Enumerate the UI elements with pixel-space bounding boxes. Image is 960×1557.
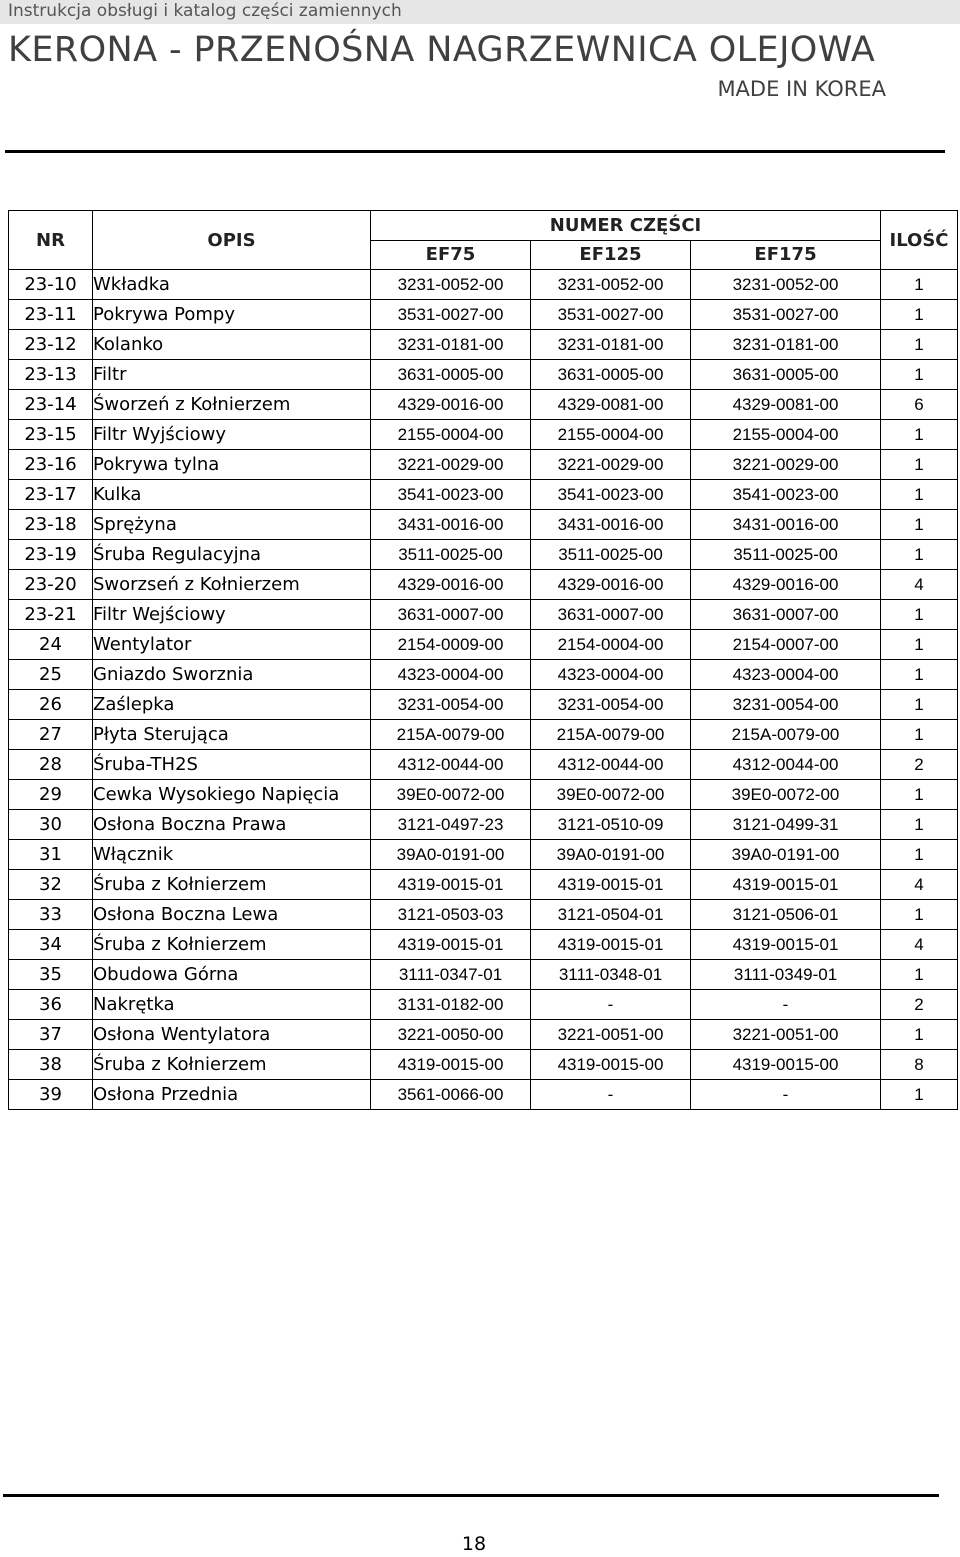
- cell-opis: Osłona Przednia: [93, 1080, 371, 1110]
- cell-qty: 1: [881, 720, 958, 750]
- cell-part-ef175: 4329-0081-00: [691, 390, 881, 420]
- cell-opis: Kolanko: [93, 330, 371, 360]
- cell-nr: 23-18: [9, 510, 93, 540]
- cell-part-ef125: 39E0-0072-00: [531, 780, 691, 810]
- cell-opis: Śworzeń z Kołnierzem: [93, 390, 371, 420]
- cell-part-ef75: 3121-0503-03: [371, 900, 531, 930]
- cell-qty: 1: [881, 360, 958, 390]
- cell-qty: 1: [881, 900, 958, 930]
- parts-table: [8, 210, 958, 1110]
- cell-part-ef175: 3111-0349-01: [691, 960, 881, 990]
- header-qty: ILOŚĆ: [881, 211, 958, 270]
- cell-part-ef75: 2155-0004-00: [371, 420, 531, 450]
- cell-opis: Śruba Regulacyjna: [93, 540, 371, 570]
- cell-nr: 23-21: [9, 600, 93, 630]
- cell-part-ef125: 39A0-0191-00: [531, 840, 691, 870]
- cell-part-ef175: 39A0-0191-00: [691, 840, 881, 870]
- table-row: [9, 870, 958, 900]
- table-row: [9, 450, 958, 480]
- table-row: [9, 750, 958, 780]
- cell-nr: 27: [9, 720, 93, 750]
- cell-part-ef75: 39E0-0072-00: [371, 780, 531, 810]
- header-part-number-group: NUMER CZĘŚCI: [371, 211, 881, 241]
- cell-part-ef175: 4329-0016-00: [691, 570, 881, 600]
- cell-part-ef175: 4319-0015-00: [691, 1050, 881, 1080]
- cell-nr: 30: [9, 810, 93, 840]
- cell-part-ef125: 4319-0015-00: [531, 1050, 691, 1080]
- cell-qty: 1: [881, 270, 958, 300]
- cell-part-ef175: 39E0-0072-00: [691, 780, 881, 810]
- cell-part-ef125: 3221-0051-00: [531, 1020, 691, 1050]
- cell-opis: Obudowa Górna: [93, 960, 371, 990]
- table-row: [9, 510, 958, 540]
- table-row: [9, 930, 958, 960]
- table-row: [9, 1080, 958, 1110]
- cell-qty: 1: [881, 510, 958, 540]
- cell-part-ef125: 3631-0005-00: [531, 360, 691, 390]
- table-row: [9, 960, 958, 990]
- cell-part-ef175: 3231-0181-00: [691, 330, 881, 360]
- cell-qty: 1: [881, 810, 958, 840]
- cell-part-ef125: 3231-0054-00: [531, 690, 691, 720]
- cell-part-ef75: 4319-0015-01: [371, 930, 531, 960]
- cell-qty: 1: [881, 540, 958, 570]
- cell-part-ef125: 2154-0004-00: [531, 630, 691, 660]
- table-row: [9, 630, 958, 660]
- cell-part-ef75: 3231-0052-00: [371, 270, 531, 300]
- cell-part-ef75: 3631-0005-00: [371, 360, 531, 390]
- origin-label: MADE IN KOREA: [717, 77, 886, 101]
- table-row: [9, 360, 958, 390]
- table-row: [9, 390, 958, 420]
- cell-part-ef75: 3561-0066-00: [371, 1080, 531, 1110]
- table-row: [9, 600, 958, 630]
- table-row: [9, 420, 958, 450]
- cell-qty: 1: [881, 420, 958, 450]
- cell-part-ef75: 3131-0182-00: [371, 990, 531, 1020]
- cell-opis: Osłona Wentylatora: [93, 1020, 371, 1050]
- cell-part-ef175: 3541-0023-00: [691, 480, 881, 510]
- cell-nr: 24: [9, 630, 93, 660]
- table-row: [9, 690, 958, 720]
- cell-nr: 29: [9, 780, 93, 810]
- cell-part-ef175: 3631-0007-00: [691, 600, 881, 630]
- cell-part-ef75: 3631-0007-00: [371, 600, 531, 630]
- cell-qty: 1: [881, 480, 958, 510]
- cell-part-ef75: 3531-0027-00: [371, 300, 531, 330]
- cell-part-ef125: 3121-0510-09: [531, 810, 691, 840]
- cell-part-ef75: 3231-0181-00: [371, 330, 531, 360]
- header-model-ef175: EF175: [691, 240, 881, 270]
- cell-opis: Włącznik: [93, 840, 371, 870]
- cell-part-ef75: 3121-0497-23: [371, 810, 531, 840]
- cell-part-ef175: 3511-0025-00: [691, 540, 881, 570]
- header-model-ef75: EF75: [371, 240, 531, 270]
- cell-part-ef175: 3231-0054-00: [691, 690, 881, 720]
- header-divider: [5, 150, 945, 153]
- cell-opis: Pokrywa Pompy: [93, 300, 371, 330]
- cell-opis: Sworzseń z Kołnierzem: [93, 570, 371, 600]
- cell-part-ef75: 215A-0079-00: [371, 720, 531, 750]
- cell-qty: 1: [881, 600, 958, 630]
- product-title: KERONA - PRZENOŚNA NAGRZEWNICA OLEJOWA: [8, 30, 876, 70]
- table-row: [9, 660, 958, 690]
- cell-qty: 1: [881, 330, 958, 360]
- cell-part-ef125: 3531-0027-00: [531, 300, 691, 330]
- table-row: [9, 990, 958, 1020]
- cell-qty: 4: [881, 930, 958, 960]
- page-number: 18: [461, 1533, 487, 1555]
- cell-opis: Płyta Sterująca: [93, 720, 371, 750]
- cell-nr: 23-12: [9, 330, 93, 360]
- table-row: [9, 900, 958, 930]
- cell-part-ef75: 3231-0054-00: [371, 690, 531, 720]
- cell-qty: 2: [881, 750, 958, 780]
- cell-opis: Filtr Wyjściowy: [93, 420, 371, 450]
- cell-opis: Śruba-TH2S: [93, 750, 371, 780]
- cell-part-ef175: 215A-0079-00: [691, 720, 881, 750]
- cell-part-ef75: 3221-0050-00: [371, 1020, 531, 1050]
- cell-opis: Gniazdo Sworznia: [93, 660, 371, 690]
- cell-part-ef125: 215A-0079-00: [531, 720, 691, 750]
- cell-opis: Wentylator: [93, 630, 371, 660]
- cell-qty: 1: [881, 630, 958, 660]
- cell-part-ef125: 3221-0029-00: [531, 450, 691, 480]
- table-row: [9, 300, 958, 330]
- cell-part-ef75: 3541-0023-00: [371, 480, 531, 510]
- cell-nr: 23-11: [9, 300, 93, 330]
- cell-part-ef125: -: [531, 1080, 691, 1110]
- cell-part-ef175: 4312-0044-00: [691, 750, 881, 780]
- footer-divider: [3, 1494, 939, 1497]
- cell-part-ef175: 4323-0004-00: [691, 660, 881, 690]
- cell-opis: Śruba z Kołnierzem: [93, 930, 371, 960]
- cell-opis: Nakrętka: [93, 990, 371, 1020]
- cell-part-ef175: 2155-0004-00: [691, 420, 881, 450]
- cell-part-ef175: 3221-0051-00: [691, 1020, 881, 1050]
- cell-opis: Filtr: [93, 360, 371, 390]
- cell-nr: 23-13: [9, 360, 93, 390]
- cell-opis: Osłona Boczna Lewa: [93, 900, 371, 930]
- cell-qty: 8: [881, 1050, 958, 1080]
- cell-opis: Filtr Wejściowy: [93, 600, 371, 630]
- table-row: [9, 1020, 958, 1050]
- cell-nr: 35: [9, 960, 93, 990]
- cell-qty: 1: [881, 960, 958, 990]
- cell-part-ef125: 3111-0348-01: [531, 960, 691, 990]
- cell-part-ef125: 4319-0015-01: [531, 870, 691, 900]
- cell-part-ef125: 3511-0025-00: [531, 540, 691, 570]
- cell-part-ef175: 3431-0016-00: [691, 510, 881, 540]
- cell-nr: 37: [9, 1020, 93, 1050]
- cell-part-ef175: -: [691, 990, 881, 1020]
- cell-opis: Osłona Boczna Prawa: [93, 810, 371, 840]
- header-nr: NR: [9, 211, 93, 270]
- cell-part-ef75: 3511-0025-00: [371, 540, 531, 570]
- cell-part-ef175: 4319-0015-01: [691, 930, 881, 960]
- cell-qty: 1: [881, 840, 958, 870]
- cell-qty: 4: [881, 870, 958, 900]
- cell-nr: 39: [9, 1080, 93, 1110]
- cell-part-ef125: 4323-0004-00: [531, 660, 691, 690]
- cell-part-ef75: 4323-0004-00: [371, 660, 531, 690]
- cell-nr: 23-16: [9, 450, 93, 480]
- cell-part-ef175: 3121-0499-31: [691, 810, 881, 840]
- cell-opis: Śruba z Kołnierzem: [93, 1050, 371, 1080]
- cell-part-ef75: 3111-0347-01: [371, 960, 531, 990]
- cell-nr: 38: [9, 1050, 93, 1080]
- cell-nr: 32: [9, 870, 93, 900]
- cell-opis: Zaślepka: [93, 690, 371, 720]
- cell-nr: 23-14: [9, 390, 93, 420]
- cell-nr: 23-10: [9, 270, 93, 300]
- cell-qty: 1: [881, 450, 958, 480]
- cell-part-ef125: 4329-0016-00: [531, 570, 691, 600]
- parts-table-body: [9, 270, 958, 1110]
- cell-part-ef75: 4319-0015-01: [371, 870, 531, 900]
- cell-part-ef75: 4319-0015-00: [371, 1050, 531, 1080]
- cell-nr: 33: [9, 900, 93, 930]
- cell-nr: 26: [9, 690, 93, 720]
- cell-nr: 23-20: [9, 570, 93, 600]
- cell-qty: 1: [881, 660, 958, 690]
- manual-title: Instrukcja obsługi i katalog części zamiennych: [8, 1, 402, 21]
- cell-part-ef175: 2154-0007-00: [691, 630, 881, 660]
- cell-part-ef75: 4329-0016-00: [371, 570, 531, 600]
- table-row: [9, 780, 958, 810]
- table-row: [9, 540, 958, 570]
- cell-nr: 34: [9, 930, 93, 960]
- cell-nr: 23-19: [9, 540, 93, 570]
- cell-qty: 4: [881, 570, 958, 600]
- cell-opis: Kulka: [93, 480, 371, 510]
- cell-part-ef125: 3541-0023-00: [531, 480, 691, 510]
- cell-part-ef175: 4319-0015-01: [691, 870, 881, 900]
- cell-part-ef75: 4329-0016-00: [371, 390, 531, 420]
- cell-part-ef125: 4319-0015-01: [531, 930, 691, 960]
- cell-qty: 2: [881, 990, 958, 1020]
- cell-part-ef125: 2155-0004-00: [531, 420, 691, 450]
- cell-part-ef75: 4312-0044-00: [371, 750, 531, 780]
- cell-nr: 25: [9, 660, 93, 690]
- cell-part-ef175: 3231-0052-00: [691, 270, 881, 300]
- cell-opis: Sprężyna: [93, 510, 371, 540]
- cell-part-ef125: 4312-0044-00: [531, 750, 691, 780]
- cell-nr: 23-15: [9, 420, 93, 450]
- cell-part-ef175: -: [691, 1080, 881, 1110]
- cell-nr: 28: [9, 750, 93, 780]
- cell-part-ef175: 3121-0506-01: [691, 900, 881, 930]
- cell-part-ef125: -: [531, 990, 691, 1020]
- cell-qty: 1: [881, 1020, 958, 1050]
- table-row: [9, 840, 958, 870]
- cell-qty: 1: [881, 780, 958, 810]
- cell-nr: 31: [9, 840, 93, 870]
- table-row: [9, 480, 958, 510]
- cell-qty: 1: [881, 690, 958, 720]
- header-opis: OPIS: [93, 211, 371, 270]
- table-row: [9, 810, 958, 840]
- cell-part-ef125: 3631-0007-00: [531, 600, 691, 630]
- table-row: [9, 1050, 958, 1080]
- cell-opis: Wkładka: [93, 270, 371, 300]
- table-row: [9, 570, 958, 600]
- cell-qty: 6: [881, 390, 958, 420]
- cell-part-ef125: 3431-0016-00: [531, 510, 691, 540]
- cell-part-ef175: 3531-0027-00: [691, 300, 881, 330]
- cell-nr: 23-17: [9, 480, 93, 510]
- table-row: [9, 330, 958, 360]
- cell-part-ef125: 4329-0081-00: [531, 390, 691, 420]
- cell-qty: 1: [881, 300, 958, 330]
- cell-part-ef75: 3431-0016-00: [371, 510, 531, 540]
- cell-part-ef125: 3231-0181-00: [531, 330, 691, 360]
- header-model-ef125: EF125: [531, 240, 691, 270]
- cell-part-ef75: 2154-0009-00: [371, 630, 531, 660]
- cell-part-ef175: 3631-0005-00: [691, 360, 881, 390]
- table-row: [9, 270, 958, 300]
- cell-part-ef75: 39A0-0191-00: [371, 840, 531, 870]
- cell-part-ef125: 3231-0052-00: [531, 270, 691, 300]
- cell-part-ef75: 3221-0029-00: [371, 450, 531, 480]
- cell-qty: 1: [881, 1080, 958, 1110]
- cell-opis: Cewka Wysokiego Napięcia: [93, 780, 371, 810]
- table-row: [9, 720, 958, 750]
- cell-opis: Śruba z Kołnierzem: [93, 870, 371, 900]
- cell-part-ef125: 3121-0504-01: [531, 900, 691, 930]
- cell-nr: 36: [9, 990, 93, 1020]
- cell-part-ef175: 3221-0029-00: [691, 450, 881, 480]
- cell-opis: Pokrywa tylna: [93, 450, 371, 480]
